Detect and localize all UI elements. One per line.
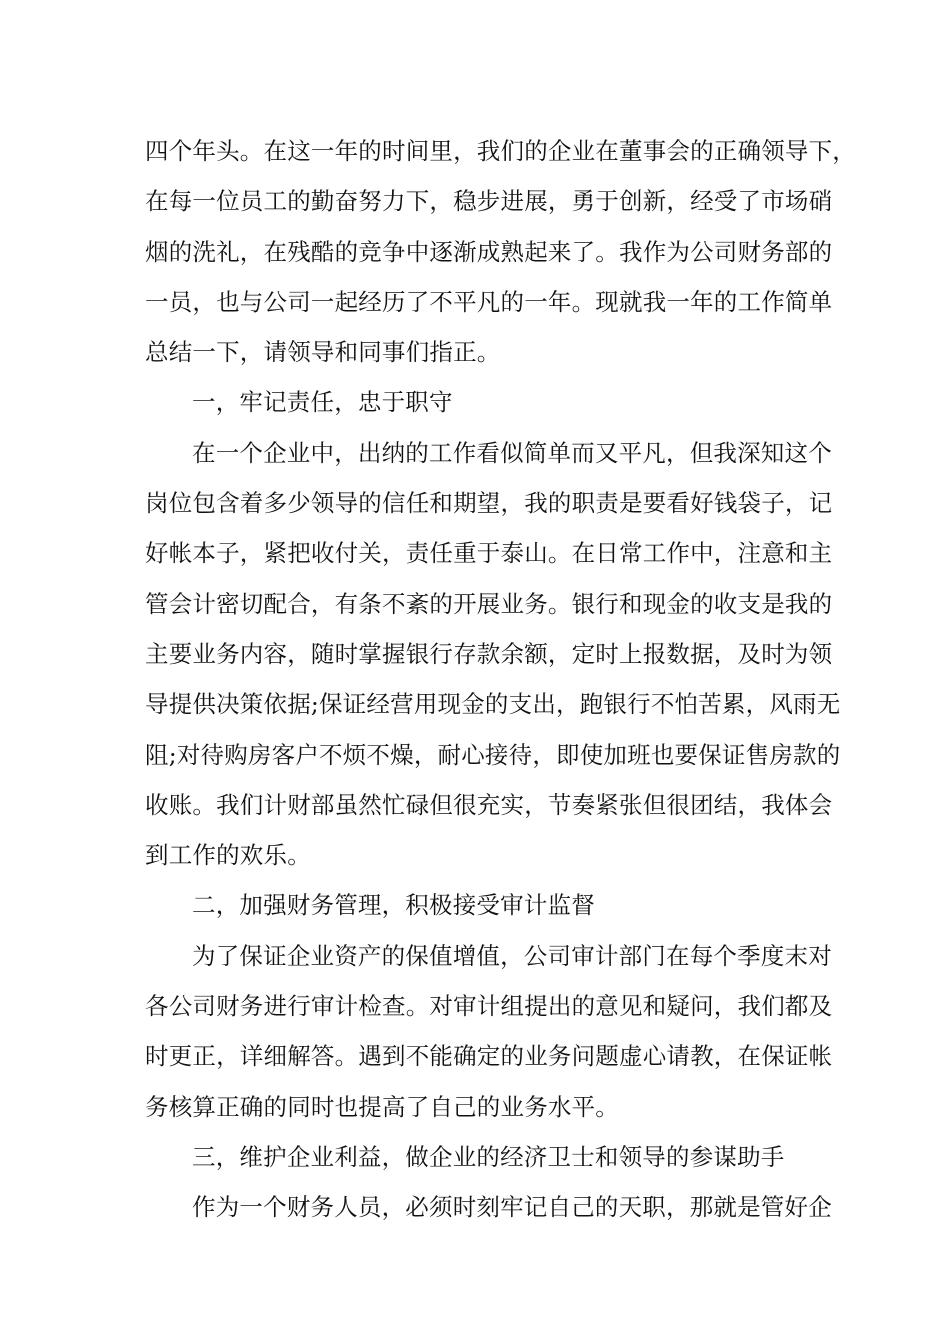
text-line: 各公司财务进行审计检查。对审计组提出的意见和疑问，我们都及 (145, 992, 833, 1021)
text-line: 岗位包含着多少领导的信任和期望，我的职责是要看好钱袋子，记 (145, 489, 833, 518)
text-line: 总结一下，请领导和同事们指正。 (145, 338, 501, 367)
text-line: 管会计密切配合，有条不紊的开展业务。银行和现金的收支是我的 (145, 589, 833, 618)
text-line: 为了保证企业资产的保值增值，公司审计部门在每个季度末对 (192, 941, 832, 970)
text-line: 二，加强财务管理，积极接受审计监督 (192, 891, 595, 920)
text-line: 烟的洗礼，在残酷的竞争中逐渐成熟起来了。我作为公司财务部的 (145, 237, 833, 266)
text-line: 四个年头。在这一年的时间里，我们的企业在董事会的正确领导下， (145, 137, 856, 165)
text-line: 主要业务内容，随时掌握银行存款余额，定时上报数据，及时为领 (145, 639, 833, 668)
text-line: 三，维护企业利益，做企业的经济卫士和领导的参谋助手 (192, 1142, 785, 1171)
text-line: 收账。我们计财部虽然忙碌但很充实，节奏紧张但很团结，我体会 (145, 790, 833, 819)
text-line: 导提供决策依据;保证经营用现金的支出，跑银行不怕苦累，风雨无 (145, 690, 841, 719)
text-line: 务核算正确的同时也提高了自己的业务水平。 (145, 1092, 619, 1121)
text-line: 在每一位员工的勤奋努力下，稳步进展，勇于创新，经受了市场硝 (145, 187, 833, 216)
text-line: 到工作的欢乐。 (145, 841, 311, 870)
text-line: 在一个企业中，出纳的工作看似简单而又平凡，但我深知这个 (192, 438, 832, 467)
text-line: 时更正，详细解答。遇到不能确定的业务问题虚心请教，在保证帐 (145, 1042, 833, 1071)
text-line: 一，牢记责任，忠于职守 (192, 388, 453, 417)
text-line: 好帐本子，紧把收付关，责任重于泰山。在日常工作中，注意和主 (145, 539, 833, 568)
document-body (145, 126, 856, 1233)
text-line: 阻;对待购房客户不烦不燥，耐心接待，即使加班也要保证售房款的 (145, 740, 841, 769)
text-line: 一员，也与公司一起经历了不平凡的一年。现就我一年的工作简单 (145, 287, 833, 316)
text-line: 作为一个财务人员，必须时刻牢记自己的天职，那就是管好企 (192, 1193, 832, 1222)
